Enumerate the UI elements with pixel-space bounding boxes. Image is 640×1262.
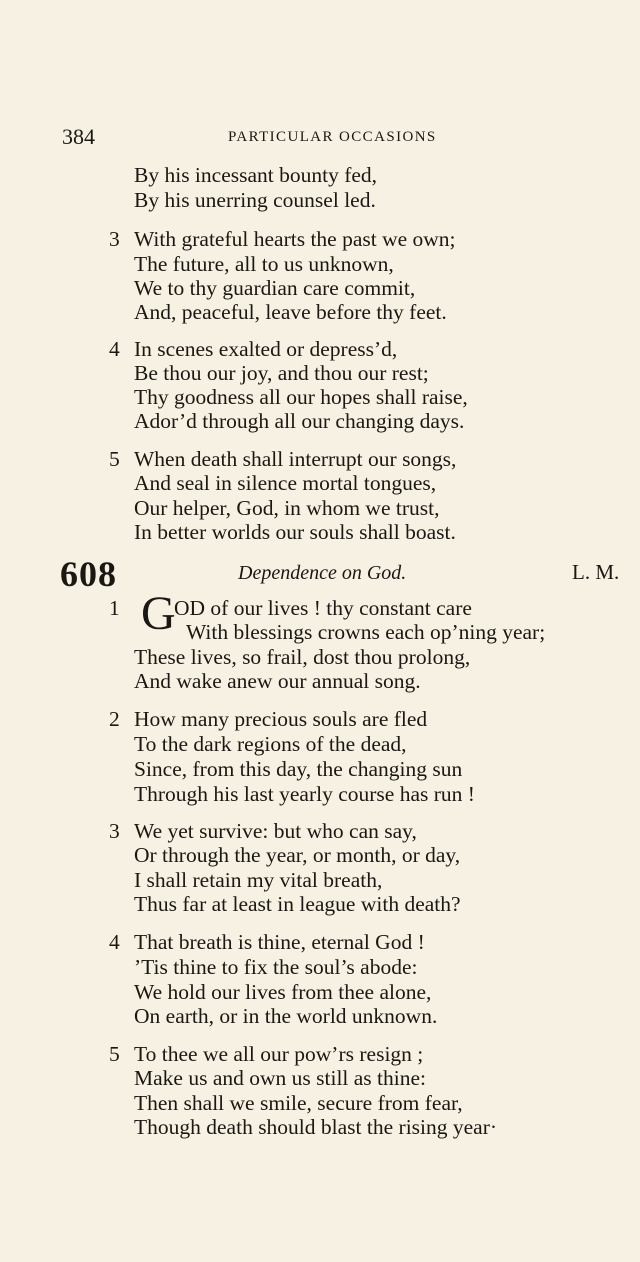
verse-line: Be thou our joy, and thou our rest; bbox=[134, 361, 429, 385]
verse-line: The future, all to us unknown, bbox=[134, 252, 394, 276]
page-number: 384 bbox=[62, 124, 95, 149]
drop-cap: G bbox=[141, 587, 176, 640]
verse-line: We yet survive: but who can say, bbox=[134, 819, 417, 843]
verse-line: When death shall interrupt our songs, bbox=[134, 447, 457, 471]
verse-line: Thy goodness all our hopes shall raise, bbox=[134, 385, 468, 409]
verse-line: Or through the year, or month, or day, bbox=[134, 843, 461, 867]
stanza-number: 4 bbox=[109, 337, 120, 361]
verse-line: Ador’d through all our changing days. bbox=[134, 409, 465, 433]
verse-line: Thus far at least in league with death? bbox=[134, 892, 461, 916]
verse-line: By his incessant bounty fed, bbox=[134, 163, 378, 187]
hymn-number: 608 bbox=[60, 554, 117, 594]
verse-line: And, peaceful, leave before thy feet. bbox=[134, 300, 447, 324]
verse-line: Then shall we smile, secure from fear, bbox=[134, 1091, 463, 1115]
verse-line: In better worlds our souls shall boast. bbox=[134, 520, 456, 544]
verse-line: Through his last yearly course has run ! bbox=[134, 782, 475, 806]
verse-line: To thee we all our pow’rs resign ; bbox=[134, 1042, 424, 1066]
verse-line: How many precious souls are fled bbox=[134, 707, 428, 731]
verse-line: These lives, so frail, dost thou prolong, bbox=[134, 645, 471, 669]
verse-line: On earth, or in the world unknown. bbox=[134, 1004, 438, 1028]
stanza-number: 4 bbox=[109, 930, 120, 954]
page-header bbox=[62, 124, 622, 154]
verse-line: Make us and own us still as thine: bbox=[134, 1066, 427, 1090]
verse-line: Our helper, God, in whom we trust, bbox=[134, 496, 440, 520]
stanza-number: 5 bbox=[109, 447, 120, 471]
verse-line: With blessings crowns each op’ning year; bbox=[186, 620, 546, 644]
verse-line: We hold our lives from thee alone, bbox=[134, 980, 432, 1004]
stanza-number: 5 bbox=[109, 1042, 120, 1066]
verse-line: I shall retain my vital breath, bbox=[134, 868, 383, 892]
verse-line: With grateful hearts the past we own; bbox=[134, 227, 456, 251]
verse-line: Since, from this day, the changing sun bbox=[134, 757, 463, 781]
verse-line: To the dark regions of the dead, bbox=[134, 732, 407, 756]
stanza-number: 3 bbox=[109, 819, 120, 843]
stanza-number: 2 bbox=[109, 707, 120, 731]
hymn-title: Dependence on God. bbox=[238, 562, 407, 584]
verse-line: By his unerring counsel led. bbox=[134, 188, 376, 212]
running-title: PARTICULAR OCCASIONS bbox=[228, 129, 437, 145]
verse-line: ’Tis thine to fix the soul’s abode: bbox=[134, 955, 418, 979]
verse-line: And wake anew our annual song. bbox=[134, 669, 421, 693]
verse-line: We to thy guardian care commit, bbox=[134, 276, 416, 300]
verse-line: Though death should blast the rising year· bbox=[134, 1115, 498, 1139]
hymn-meter: L. M. bbox=[572, 560, 620, 584]
verse-line: In scenes exalted or depress’d, bbox=[134, 337, 398, 361]
stanza-number: 3 bbox=[109, 227, 120, 251]
verse-line: OD of our lives ! thy constant care bbox=[174, 596, 472, 620]
stanza-number: 1 bbox=[109, 596, 120, 620]
verse-line: That breath is thine, eternal God ! bbox=[134, 930, 425, 954]
verse-line: And seal in silence mortal tongues, bbox=[134, 471, 437, 495]
